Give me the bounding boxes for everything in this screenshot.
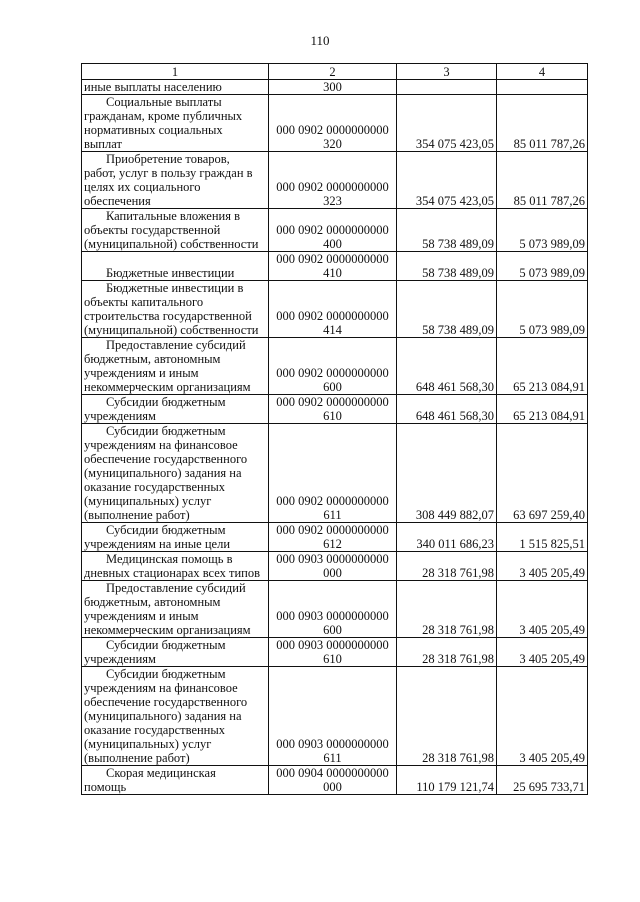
row-code-line: 611 (323, 751, 342, 765)
row-name-line: целях их социального (84, 180, 201, 194)
row-code-line: 000 0904 0000000000 (276, 766, 389, 780)
budget-table (81, 63, 588, 795)
row-code-line: 000 0902 0000000000 (276, 395, 389, 409)
row-code (269, 581, 397, 638)
row-name-line: учреждениям и иным (84, 609, 199, 623)
row-col4-value: 63 697 259,40 (497, 424, 588, 523)
row-name-line: (муниципальной) собственности (84, 237, 259, 251)
row-code-line: 612 (323, 537, 342, 551)
row-col3-value: 28 318 761,98 (397, 638, 497, 667)
row-name (82, 80, 269, 95)
table-row (82, 281, 588, 338)
row-code-line: 600 (323, 380, 342, 394)
row-name (82, 638, 269, 667)
row-name-line: выплат (84, 137, 122, 151)
row-code (269, 95, 397, 152)
table-row (82, 395, 588, 424)
row-code-line: 000 0903 0000000000 (276, 737, 389, 751)
row-name-line: бюджетным, автономным (84, 595, 221, 609)
row-code-line: 000 0902 0000000000 (276, 309, 389, 323)
row-name-line: оказание государственных (84, 723, 226, 737)
page-number: 110 (310, 33, 330, 48)
row-name-line: Предоставление субсидий (106, 338, 246, 352)
row-name-line: бюджетным, автономным (84, 352, 221, 366)
row-code-line: 000 0903 0000000000 (276, 552, 389, 566)
row-name (82, 95, 269, 152)
row-code-line: 610 (323, 652, 342, 666)
row-name-line: строительства государственной (84, 309, 252, 323)
row-code-line: 000 0902 0000000000 (276, 223, 389, 237)
row-name-line: Субсидии бюджетным (106, 424, 226, 438)
row-name-line: Субсидии бюджетным (106, 395, 226, 409)
row-code-line: 410 (323, 266, 342, 280)
row-name (82, 766, 269, 795)
row-code (269, 424, 397, 523)
header-col-2: 2 (269, 64, 397, 80)
row-code-line: 600 (323, 623, 342, 637)
row-name (82, 152, 269, 209)
row-name-line: объекты капитального (84, 295, 204, 309)
row-code-line: 000 0902 0000000000 (276, 180, 389, 194)
row-name-line: объекты государственной (84, 223, 221, 237)
row-col4-value (497, 80, 588, 95)
table-row (82, 581, 588, 638)
row-name-line: работ, услуг в пользу граждан в (84, 166, 253, 180)
row-col4-value: 5 073 989,09 (497, 252, 588, 281)
row-code (269, 395, 397, 424)
row-name-line: помощь (84, 780, 127, 794)
row-name-line: обеспечение государственного (84, 695, 248, 709)
row-code (269, 252, 397, 281)
row-code-line: 000 (323, 566, 342, 580)
row-col4-value: 85 011 787,26 (497, 152, 588, 209)
row-col4-value: 5 073 989,09 (497, 209, 588, 252)
row-name (82, 581, 269, 638)
row-code (269, 523, 397, 552)
row-code (269, 209, 397, 252)
row-col3-value: 28 318 761,98 (397, 667, 497, 766)
row-name-line: оказание государственных (84, 480, 226, 494)
row-name-line: Медицинская помощь в (106, 552, 233, 566)
row-col3-value: 58 738 489,09 (397, 209, 497, 252)
row-name (82, 252, 269, 281)
row-code-line: 000 0903 0000000000 (276, 609, 389, 623)
row-name (82, 523, 269, 552)
header-col-3: 3 (397, 64, 497, 80)
table-row (82, 424, 588, 523)
table-body (82, 80, 588, 795)
row-name-line: некоммерческим организациям (84, 623, 251, 637)
row-code-line: 611 (323, 508, 342, 522)
row-name (82, 552, 269, 581)
row-code-line: 400 (323, 237, 342, 251)
row-name-line: (муниципальных) услуг (84, 737, 212, 751)
row-code (269, 667, 397, 766)
row-code (269, 552, 397, 581)
row-name-line: Предоставление субсидий (106, 581, 246, 595)
row-name-line: Скорая медицинская (106, 766, 216, 780)
row-col4-value: 5 073 989,09 (497, 281, 588, 338)
row-name-line: (муниципального) задания на (84, 709, 242, 723)
row-code-line: 000 0902 0000000000 (276, 523, 389, 537)
table-row (82, 338, 588, 395)
row-name-line: Субсидии бюджетным (106, 667, 226, 681)
row-col4-value: 85 011 787,26 (497, 95, 588, 152)
row-code-line: 320 (323, 137, 342, 151)
row-name-line: учреждениям на иные цели (84, 537, 231, 551)
row-name-line: Бюджетные инвестиции (106, 266, 235, 280)
row-name (82, 424, 269, 523)
row-code (269, 281, 397, 338)
row-code-line: 000 0902 0000000000 (276, 123, 389, 137)
row-col3-value (397, 80, 497, 95)
row-code (269, 338, 397, 395)
row-col4-value: 3 405 205,49 (497, 552, 588, 581)
row-name (82, 209, 269, 252)
table-header (82, 64, 588, 80)
row-code-line: 414 (323, 323, 342, 337)
row-name (82, 281, 269, 338)
row-name (82, 338, 269, 395)
table-row (82, 766, 588, 795)
row-name-line: гражданам, кроме публичных (84, 109, 243, 123)
table-row (82, 95, 588, 152)
row-code-line: 000 0902 0000000000 (276, 494, 389, 508)
row-col4-value: 65 213 084,91 (497, 338, 588, 395)
row-name-line: учреждениям и иным (84, 366, 199, 380)
table-row (82, 252, 588, 281)
row-code (269, 638, 397, 667)
row-name-line: обеспечение государственного (84, 452, 248, 466)
row-col3-value: 354 075 423,05 (397, 152, 497, 209)
row-col3-value: 648 461 568,30 (397, 338, 497, 395)
row-name-line: дневных стационарах всех типов (84, 566, 260, 580)
header-col-4: 4 (497, 64, 588, 80)
row-name-line: Приобретение товаров, (106, 152, 230, 166)
row-name-line: Субсидии бюджетным (106, 638, 226, 652)
row-code-line: 323 (323, 194, 342, 208)
table-row (82, 209, 588, 252)
row-col3-value: 110 179 121,74 (397, 766, 497, 795)
row-code-line: 000 0902 0000000000 (276, 366, 389, 380)
row-name-line: иные выплаты населению (84, 80, 222, 94)
row-name-line: нормативных социальных (84, 123, 223, 137)
table-row (82, 667, 588, 766)
row-code-line: 300 (323, 80, 342, 94)
table-row (82, 552, 588, 581)
row-col3-value: 28 318 761,98 (397, 581, 497, 638)
row-col4-value: 3 405 205,49 (497, 638, 588, 667)
row-col3-value: 28 318 761,98 (397, 552, 497, 581)
row-col3-value: 354 075 423,05 (397, 95, 497, 152)
row-name (82, 395, 269, 424)
row-col4-value: 65 213 084,91 (497, 395, 588, 424)
row-code (269, 80, 397, 95)
table-row (82, 80, 588, 95)
row-col3-value: 648 461 568,30 (397, 395, 497, 424)
table-row (82, 638, 588, 667)
row-name-line: Социальные выплаты (106, 95, 222, 109)
row-name-line: (муниципальных) услуг (84, 494, 212, 508)
row-col3-value: 58 738 489,09 (397, 252, 497, 281)
row-code (269, 152, 397, 209)
row-name-line: учреждениям на финансовое (84, 681, 238, 695)
row-col3-value: 308 449 882,07 (397, 424, 497, 523)
row-col3-value: 340 011 686,23 (397, 523, 497, 552)
table-row (82, 152, 588, 209)
row-name-line: обеспечения (84, 194, 151, 208)
row-name (82, 667, 269, 766)
row-code-line: 000 (323, 780, 342, 794)
row-name-line: Субсидии бюджетным (106, 523, 226, 537)
row-name-line: (муниципальной) собственности (84, 323, 259, 337)
row-code (269, 766, 397, 795)
row-name-line: (выполнение работ) (84, 751, 190, 765)
row-name-line: (муниципального) задания на (84, 466, 242, 480)
row-col3-value: 58 738 489,09 (397, 281, 497, 338)
row-col4-value: 3 405 205,49 (497, 581, 588, 638)
row-name-line: учреждениям (84, 409, 156, 423)
row-code-line: 000 0903 0000000000 (276, 638, 389, 652)
row-name-line: учреждениям (84, 652, 156, 666)
row-code-line: 610 (323, 409, 342, 423)
row-col4-value: 25 695 733,71 (497, 766, 588, 795)
table-row (82, 523, 588, 552)
row-col4-value: 3 405 205,49 (497, 667, 588, 766)
row-name-line: (выполнение работ) (84, 508, 190, 522)
row-name-line: Капитальные вложения в (106, 209, 240, 223)
row-col4-value: 1 515 825,51 (497, 523, 588, 552)
header-col-1: 1 (82, 64, 269, 80)
row-code-line: 000 0902 0000000000 (276, 252, 389, 266)
row-name-line: учреждениям на финансовое (84, 438, 238, 452)
row-name-line: некоммерческим организациям (84, 380, 251, 394)
row-name-line: Бюджетные инвестиции в (106, 281, 244, 295)
